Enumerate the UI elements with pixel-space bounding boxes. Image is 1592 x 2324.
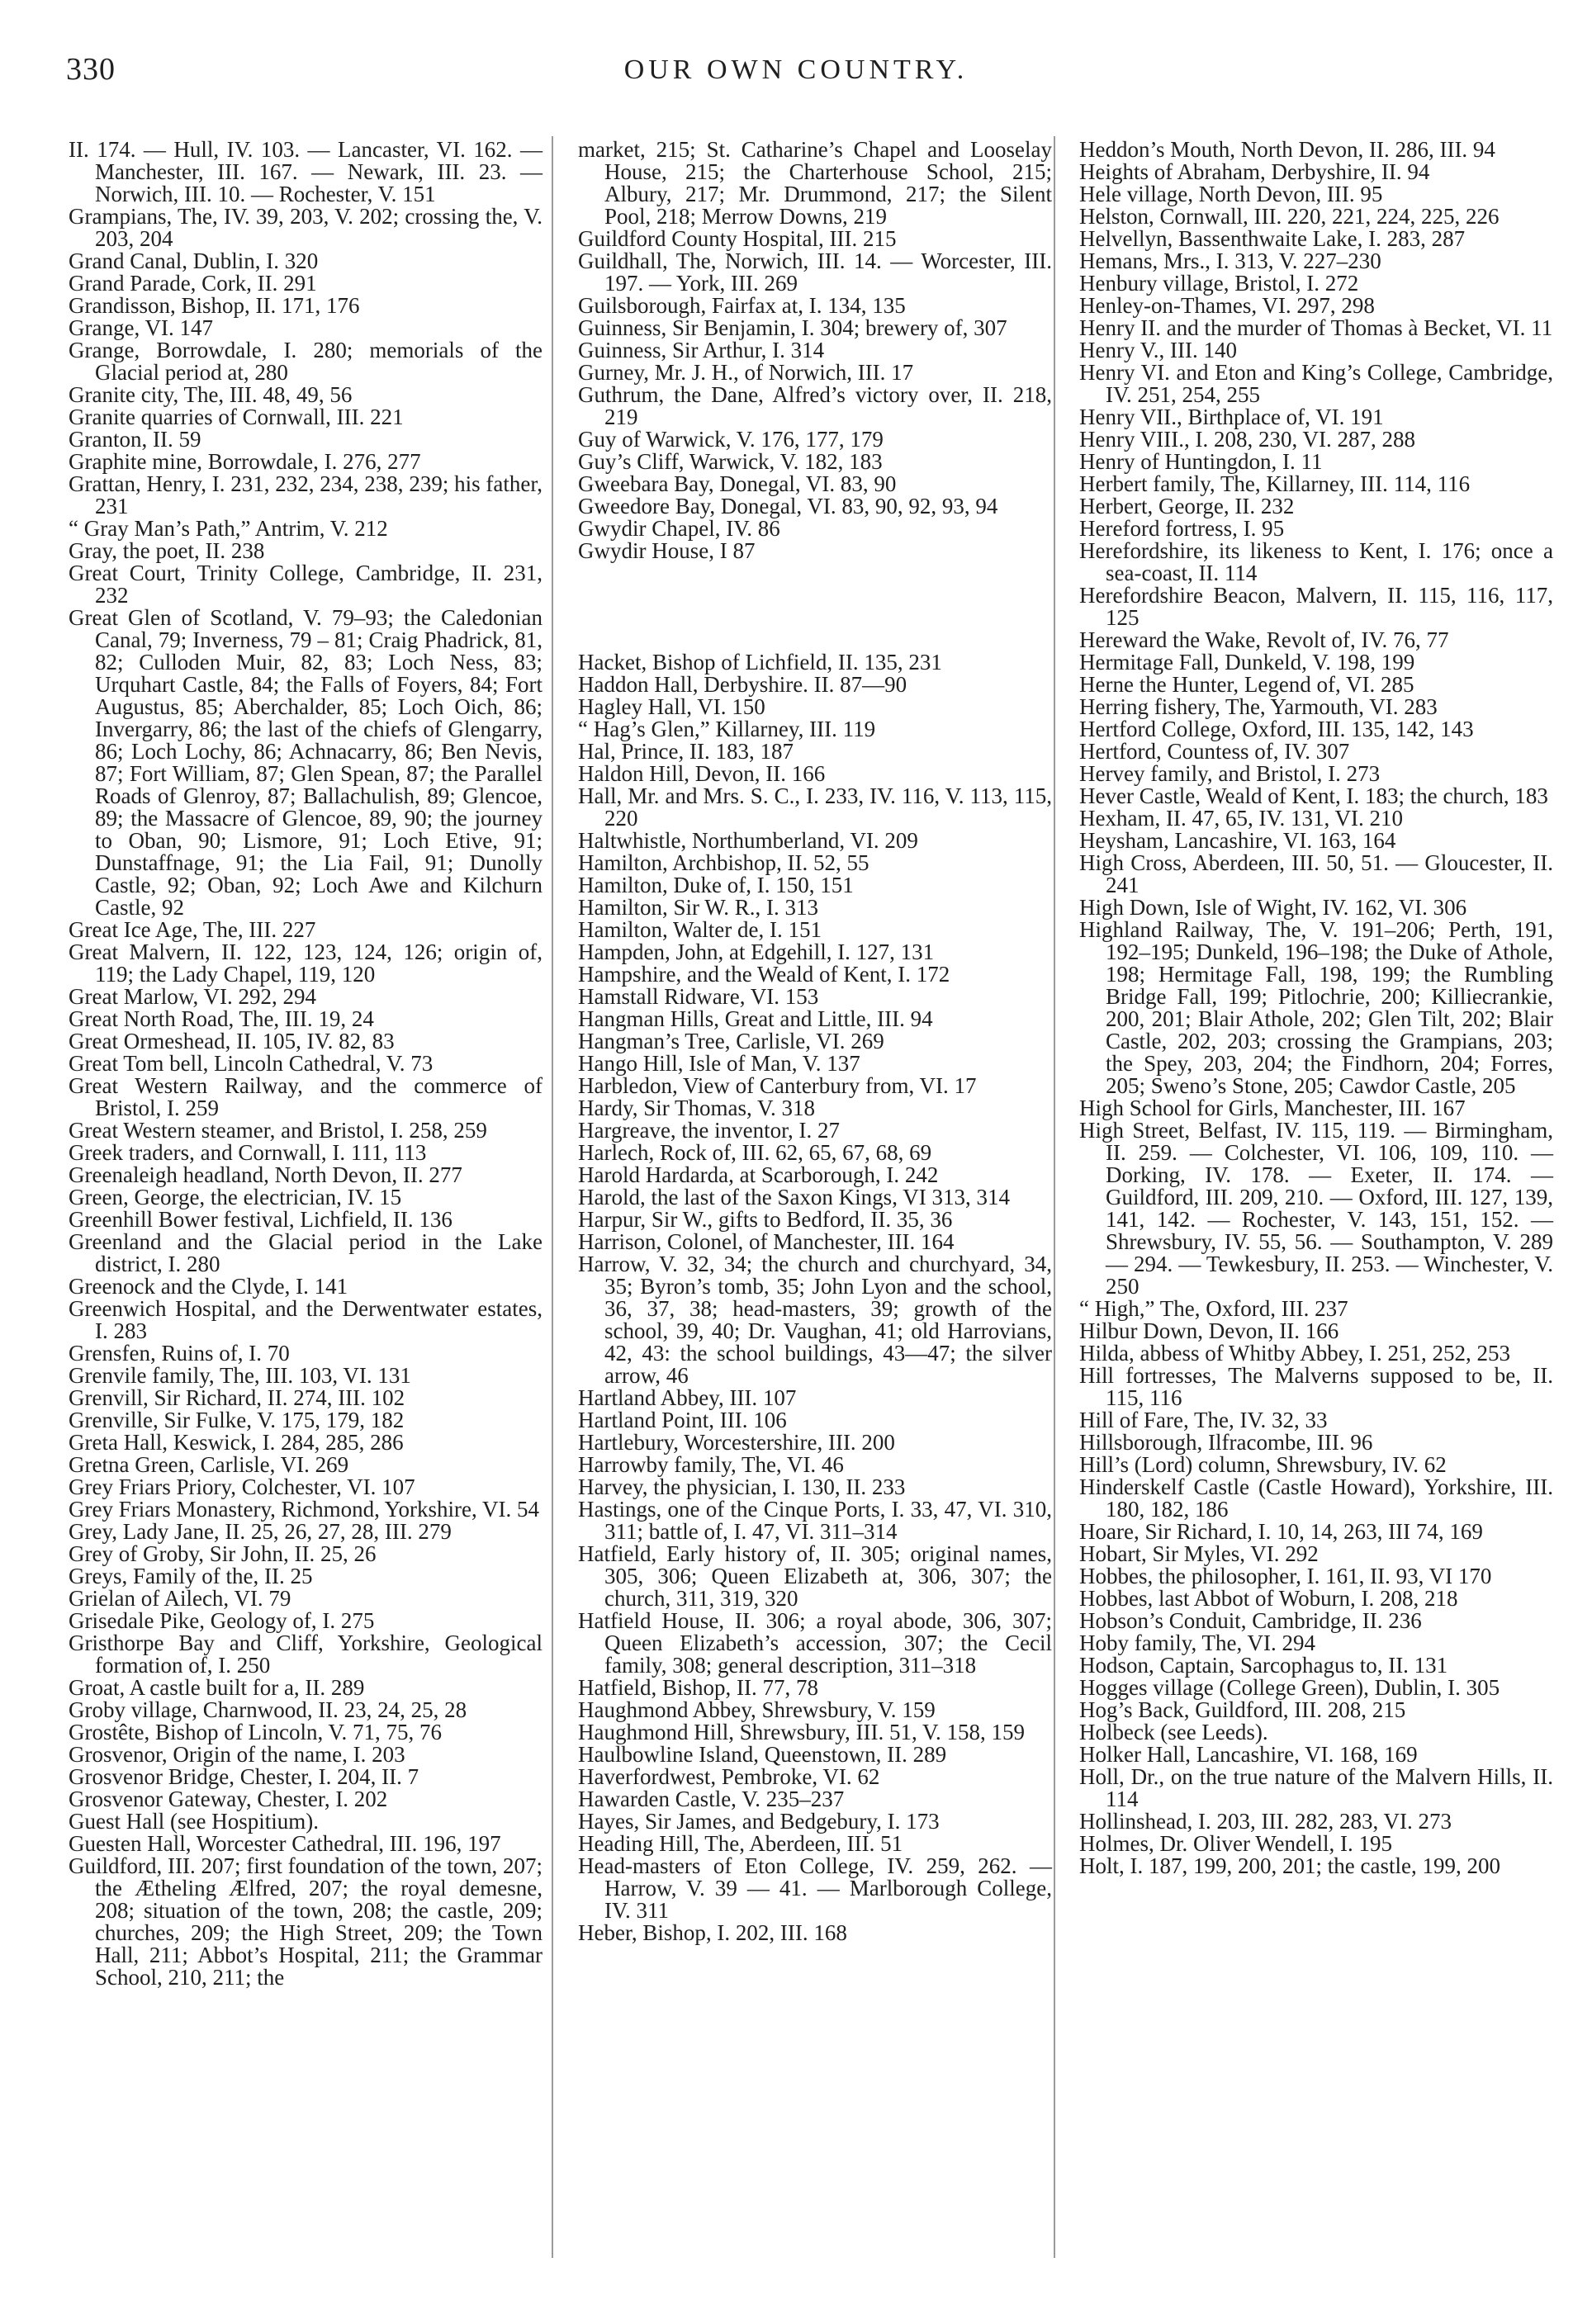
index-entry: Harpur, Sir W., gifts to Bedford, II. 35, 36 bbox=[578, 1207, 953, 1232]
index-entry: Granite city, The, III. 48, 49, 56 bbox=[69, 382, 353, 407]
index-entry: “ High,” The, Oxford, III. 237 bbox=[1079, 1296, 1348, 1321]
index-entry: Holbeck (see Leeds). bbox=[1079, 1720, 1268, 1744]
index-entry: Greenhill Bower festival, Lichfield, II. 136 bbox=[69, 1207, 452, 1232]
index-entry: Harold, the last of the Saxon Kings, VI 313, 314 bbox=[578, 1185, 1010, 1209]
index-entry: Grenvill, Sir Richard, II. 274, III. 102 bbox=[69, 1385, 405, 1410]
index-entry: Grey, Lady Jane, II. 25, 26, 27, 28, III. 279 bbox=[69, 1519, 452, 1544]
index-entry: Greenland and the Glacial period in the Lake district, I. 280 bbox=[69, 1229, 543, 1276]
index-entry: Heading Hill, The, Aberdeen, III. 51 bbox=[578, 1831, 903, 1856]
index-entry: Harrow, V. 32, 34; the church and churchyard, 34, 35; Byron’s tomb, 35; John Lyon and the school, 36, 37, 38; head-masters, 39; growth of the school, 39, 40; Dr. Vaughan, 41; old Harrovians, 42, 43: the school buildings, 43—47; the silver arrow, 46 bbox=[578, 1252, 1052, 1388]
index-entry: Holt, I. 187, 199, 200, 201; the castle, 199, 200 bbox=[1079, 1853, 1500, 1878]
index-entry: Hinderskelf Castle (Castle Howard), Yorkshire, III. 180, 182, 186 bbox=[1079, 1474, 1553, 1522]
index-entry: Grange, Borrowdale, I. 280; memorials of the Glacial period at, 280 bbox=[69, 338, 543, 385]
index-entry: Hango Hill, Isle of Man, V. 137 bbox=[578, 1051, 860, 1076]
index-entry: Guesten Hall, Worcester Cathedral, III. 196, 197 bbox=[69, 1831, 501, 1856]
index-entry: Haddon Hall, Derbyshire. II. 87—90 bbox=[578, 672, 907, 697]
index-entry: Guy’s Cliff, Warwick, V. 182, 183 bbox=[578, 449, 883, 474]
index-entry: Great Western Railway, and the commerce of Bristol, I. 259 bbox=[69, 1073, 543, 1120]
index-entry: Gweedore Bay, Donegal, VI. 83, 90, 92, 93, 94 bbox=[578, 494, 998, 518]
index-entry: Hemans, Mrs., I. 313, V. 227–230 bbox=[1079, 248, 1381, 273]
index-entry: Hobart, Sir Myles, VI. 292 bbox=[1079, 1541, 1319, 1566]
index-entry: Herefordshire Beacon, Malvern, II. 115, 116, 117, 125 bbox=[1079, 583, 1553, 630]
index-entry: Hartland Abbey, III. 107 bbox=[578, 1385, 797, 1410]
index-entry: Guthrum, the Dane, Alfred’s victory over, II. 218, 219 bbox=[578, 382, 1052, 429]
index-entry: Henry VIII., I. 208, 230, VI. 287, 288 bbox=[1079, 427, 1415, 452]
index-entry: Gretna Green, Carlisle, VI. 269 bbox=[69, 1452, 349, 1477]
index-entry: II. 174. — Hull, IV. 103. — Lancaster, VI. 162. — Manchester, III. 167. — Newark, III. 23. — Norwich, III. 10. — Rochester, V. 151 bbox=[69, 137, 543, 206]
index-column-3 bbox=[1079, 139, 1553, 1877]
index-entry: High Cross, Aberdeen, III. 50, 51. — Gloucester, II. 241 bbox=[1079, 850, 1553, 897]
index-entry: Hangman’s Tree, Carlisle, VI. 269 bbox=[578, 1029, 884, 1053]
index-entry: Gray, the poet, II. 238 bbox=[69, 538, 265, 563]
index-entry: Granton, II. 59 bbox=[69, 427, 201, 452]
index-entry: Guildford, III. 207; first foundation of the town, 207; the Ætheling Ælfred, 207; the royal demesne, 208; situation of the town, 208; the castle, 209; churches, 209; the High Street, 209; the Town Hall, 211; Abbot’s Hospital, 211; the Grammar School, 210, 211; the bbox=[69, 1853, 543, 1990]
index-entry: Hodson, Captain, Sarcophagus to, II. 131 bbox=[1079, 1653, 1448, 1678]
index-entry: Hangman Hills, Great and Little, III. 94 bbox=[578, 1006, 933, 1031]
index-entry: Henry V., III. 140 bbox=[1079, 338, 1237, 362]
index-entry: Hele village, North Devon, III. 95 bbox=[1079, 182, 1383, 206]
index-entry: Holmes, Dr. Oliver Wendell, I. 195 bbox=[1079, 1831, 1393, 1856]
index-entry: Hartland Point, III. 106 bbox=[578, 1408, 787, 1432]
index-column-2 bbox=[578, 139, 1052, 1944]
index-entry: Grosvenor Gateway, Chester, I. 202 bbox=[69, 1787, 388, 1811]
index-entry: Gwydir Chapel, IV. 86 bbox=[578, 516, 780, 541]
index-entry: Heber, Bishop, I. 202, III. 168 bbox=[578, 1920, 847, 1945]
index-entry: Greek traders, and Cornwall, I. 111, 113 bbox=[69, 1140, 427, 1165]
index-entry: Grensfen, Ruins of, I. 70 bbox=[69, 1341, 290, 1366]
index-entry: Hill fortresses, The Malverns supposed to be, II. 115, 116 bbox=[1079, 1363, 1553, 1410]
index-entry: Hamilton, Archbishop, II. 52, 55 bbox=[578, 850, 869, 875]
index-entry: Grielan of Ailech, VI. 79 bbox=[69, 1586, 291, 1611]
index-entry: Groby village, Charnwood, II. 23, 24, 25, 28 bbox=[69, 1697, 467, 1722]
index-entry: Harrison, Colonel, of Manchester, III. 164 bbox=[578, 1229, 955, 1254]
index-entry: Herne the Hunter, Legend of, VI. 285 bbox=[1079, 672, 1414, 697]
index-entry: Hastings, one of the Cinque Ports, I. 33, 47, VI. 310, 311; battle of, I. 47, VI. 311–314 bbox=[578, 1497, 1052, 1544]
index-entry: Hall, Mr. and Mrs. S. C., I. 233, IV. 116, V. 113, 115, 220 bbox=[578, 783, 1052, 831]
index-entry: Herbert family, The, Killarney, III. 114, 116 bbox=[1079, 471, 1471, 496]
index-entry: Great Marlow, VI. 292, 294 bbox=[69, 984, 316, 1009]
index-entry: Guildhall, The, Norwich, III. 14. — Worcester, III. 197. — York, III. 269 bbox=[578, 248, 1052, 296]
index-entry: Hexham, II. 47, 65, IV. 131, VI. 210 bbox=[1079, 806, 1403, 831]
index-entry: Hamilton, Sir W. R., I. 313 bbox=[578, 895, 819, 920]
index-entry: Herring fishery, The, Yarmouth, VI. 283 bbox=[1079, 694, 1438, 719]
index-entry: Hardy, Sir Thomas, V. 318 bbox=[578, 1096, 816, 1120]
index-entry: Granite quarries of Cornwall, III. 221 bbox=[69, 405, 404, 429]
index-entry: Groat, A castle built for a, II. 289 bbox=[69, 1675, 365, 1700]
index-entry: Grey of Groby, Sir John, II. 25, 26 bbox=[69, 1541, 377, 1566]
index-entry: Hollinshead, I. 203, III. 282, 283, VI. 273 bbox=[1079, 1809, 1452, 1834]
index-entry: Grampians, The, IV. 39, 203, V. 202; crossing the, V. 203, 204 bbox=[69, 204, 543, 251]
index-entry: Hog’s Back, Guildford, III. 208, 215 bbox=[1079, 1697, 1406, 1722]
index-entry: Helston, Cornwall, III. 220, 221, 224, 225, 226 bbox=[1079, 204, 1500, 229]
index-entry: Guinness, Sir Arthur, I. 314 bbox=[578, 338, 825, 362]
index-entry: Graphite mine, Borrowdale, I. 276, 277 bbox=[69, 449, 421, 474]
index-entry: Holker Hall, Lancashire, VI. 168, 169 bbox=[1079, 1742, 1418, 1767]
index-entry: Hampshire, and the Weald of Kent, I. 172 bbox=[578, 962, 950, 987]
index-entry: Great Western steamer, and Bristol, I. 258, 259 bbox=[69, 1118, 487, 1143]
index-entry: Greenaleigh headland, North Devon, II. 277 bbox=[69, 1162, 462, 1187]
index-entry: Hatfield, Early history of, II. 305; original names, 305, 306; Queen Elizabeth at, 306, 307; the church, 311, 319, 320 bbox=[578, 1541, 1052, 1611]
index-entry: Guilsborough, Fairfax at, I. 134, 135 bbox=[578, 293, 906, 318]
index-entry: Hatfield House, II. 306; a royal abode, 306, 307; Queen Elizabeth’s accession, 307; the Cecil family, 308; general description, 311–318 bbox=[578, 1608, 1052, 1678]
index-entry: Harvey, the physician, I. 130, II. 233 bbox=[578, 1474, 906, 1499]
index-entry: Hartlebury, Worcestershire, III. 200 bbox=[578, 1430, 895, 1455]
index-entry: Hertford College, Oxford, III. 135, 142, 143 bbox=[1079, 717, 1474, 741]
index-entry: “ Gray Man’s Path,” Antrim, V. 212 bbox=[69, 516, 388, 541]
index-entry: Haverfordwest, Pembroke, VI. 62 bbox=[578, 1764, 880, 1789]
index-entry: Great Ice Age, The, III. 227 bbox=[69, 917, 316, 942]
index-entry: Hereward the Wake, Revolt of, IV. 76, 77 bbox=[1079, 627, 1449, 652]
index-entry: Hermitage Fall, Dunkeld, V. 198, 199 bbox=[1079, 650, 1415, 674]
index-entry: Henry VII., Birthplace of, VI. 191 bbox=[1079, 405, 1384, 429]
index-entry: High Down, Isle of Wight, IV. 162, VI. 306 bbox=[1079, 895, 1467, 920]
index-entry: High Street, Belfast, IV. 115, 119. — Birmingham, II. 259. — Colchester, VI. 106, 109, 110. — Dorking, IV. 178. — Exeter, II. 174. — Guildford, III. 209, 210. — Oxford, III. 127, 139, 141, 142. — Rochester, V. 143, 151, 152. — Shrewsbury, IV. 55, 56. — Southampton, V. 289 — 294. — Tewkesbury, II. 253. — Winchester, V. 250 bbox=[1079, 1118, 1553, 1299]
index-entry: Hobson’s Conduit, Cambridge, II. 236 bbox=[1079, 1608, 1422, 1633]
index-entry: Hilda, abbess of Whitby Abbey, I. 251, 252, 253 bbox=[1079, 1341, 1510, 1366]
index-entry: Harrowby family, The, VI. 46 bbox=[578, 1452, 844, 1477]
index-entry: Hervey family, and Bristol, I. 273 bbox=[1079, 761, 1381, 786]
index-entry: Grostête, Bishop of Lincoln, V. 71, 75, 76 bbox=[69, 1720, 442, 1744]
index-entry: Holl, Dr., on the true nature of the Malvern Hills, II. 114 bbox=[1079, 1764, 1553, 1811]
index-entry: Grand Canal, Dublin, I. 320 bbox=[69, 248, 319, 273]
index-entry: Heysham, Lancashire, VI. 163, 164 bbox=[1079, 828, 1396, 853]
index-entry: “ Hag’s Glen,” Killarney, III. 119 bbox=[578, 717, 876, 741]
column-divider bbox=[1054, 136, 1055, 2258]
index-entry: Gweebara Bay, Donegal, VI. 83, 90 bbox=[578, 471, 897, 496]
index-entry: Herefordshire, its likeness to Kent, I. 176; once a sea-coast, II. 114 bbox=[1079, 538, 1553, 585]
index-entry: Grenvile family, The, III. 103, VI. 131 bbox=[69, 1363, 411, 1388]
index-column-1 bbox=[69, 139, 543, 1989]
index-entry: Hacket, Bishop of Lichfield, II. 135, 231 bbox=[578, 650, 942, 674]
index-entry: Haulbowline Island, Queenstown, II. 289 bbox=[578, 1742, 947, 1767]
index-entry: Grey Friars Priory, Colchester, VI. 107 bbox=[69, 1474, 415, 1499]
index-entry: Gurney, Mr. J. H., of Norwich, III. 17 bbox=[578, 360, 914, 385]
index-entry: Grey Friars Monastery, Richmond, Yorkshire, VI. 54 bbox=[69, 1497, 539, 1522]
index-entry: Hoare, Sir Richard, I. 10, 14, 263, III 74, 169 bbox=[1079, 1519, 1483, 1544]
index-entry: Hobbes, last Abbot of Woburn, I. 208, 218 bbox=[1079, 1586, 1458, 1611]
index-entry: Hoby family, The, VI. 294 bbox=[1079, 1631, 1315, 1655]
index-entry: Henry of Huntingdon, I. 11 bbox=[1079, 449, 1323, 474]
index-entry: Hill of Fare, The, IV. 32, 33 bbox=[1079, 1408, 1328, 1432]
index-entry: Hamilton, Duke of, I. 150, 151 bbox=[578, 873, 854, 897]
index-entry: Great Court, Trinity College, Cambridge, II. 231, 232 bbox=[69, 561, 543, 608]
index-entry: Hertford, Countess of, IV. 307 bbox=[1079, 739, 1350, 764]
running-title: OUR OWN COUNTRY. bbox=[623, 54, 969, 85]
index-entry: Herbert, George, II. 232 bbox=[1079, 494, 1295, 518]
index-entry: Gristhorpe Bay and Cliff, Yorkshire, Geological formation of, I. 250 bbox=[69, 1631, 543, 1678]
index-entry: Great Malvern, II. 122, 123, 124, 126; origin of, 119; the Lady Chapel, 119, 120 bbox=[69, 940, 543, 987]
index-entry: Great Tom bell, Lincoln Cathedral, V. 73 bbox=[69, 1051, 434, 1076]
index-entry: Grenville, Sir Fulke, V. 175, 179, 182 bbox=[69, 1408, 405, 1432]
index-entry: Hereford fortress, I. 95 bbox=[1079, 516, 1285, 541]
index-entry: Highland Railway, The, V. 191–206; Perth, 191, 192–195; Dunkeld, 196–198; the Duke of Athole, 198; Hermitage Fall, 198, 199; the Rumbling Bridge Fall, 199; Pitlochrie, 200; Killiecrankie, 200, 201; Blair Athole, 202; Glen Tilt, 202; Blair Castle, 202, 203; crossing the Grampians, 203; the Spey, 203, 204; the Findhorn, 204; Forres, 205; Sweno’s Stone, 205; Cawdor Castle, 205 bbox=[1079, 917, 1553, 1098]
index-entry: market, 215; St. Catharine’s Chapel and Looselay House, 215; the Charterhouse School, 215; Albury, 217; Mr. Drummond, 217; the Silent Pool, 218; Merrow Downs, 219 bbox=[578, 137, 1052, 229]
index-entry: Hargreave, the inventor, I. 27 bbox=[578, 1118, 841, 1143]
index-entry: Harbledon, View of Canterbury from, VI. 17 bbox=[578, 1073, 977, 1098]
column-divider bbox=[552, 136, 553, 2258]
index-entry: Haldon Hill, Devon, II. 166 bbox=[578, 761, 826, 786]
index-entry: Haughmond Abbey, Shrewsbury, V. 159 bbox=[578, 1697, 936, 1722]
index-entry: Guest Hall (see Hospitium). bbox=[69, 1809, 319, 1834]
index-entry: Guinness, Sir Benjamin, I. 304; brewery of, 307 bbox=[578, 315, 1007, 340]
index-entry: Great Glen of Scotland, V. 79–93; the Caledonian Canal, 79; Inverness, 79 – 81; Craig Phadrick, 81, 82; Culloden Muir, 82, 83; Loch Ness, 83; Urquhart Castle, 84; the Falls of Foyers, 84; Fort Augustus, 85; Aberchalder, 85; Loch Oich, 86; Invergarry, 86; the last of the chiefs of Glengarry, 86; Loch Lochy, 86; Achnacarry, 86; Ben Nevis, 87; Fort William, 87; Glen Spean, 87; the Parallel Roads of Glenroy, 87; Ballachulish, 89; Glencoe, 89; the Massacre of Glencoe, 89, 90; the journey to Oban, 90; Lismore, 91; Loch Etive, 91; Dunstaffnage, 91; the Lia Fail, 91; Dunolly Castle, 92; Oban, 92; Loch Awe and Kilchurn Castle, 92 bbox=[69, 605, 543, 920]
index-entry: Heddon’s Mouth, North Devon, II. 286, III. 94 bbox=[1079, 137, 1495, 162]
index-entry: Grosvenor Bridge, Chester, I. 204, II. 7 bbox=[69, 1764, 419, 1789]
index-entry: Head-masters of Eton College, IV. 259, 262. — Harrow, V. 39 — 41. — Marlborough College, IV. 311 bbox=[578, 1853, 1052, 1923]
index-entry: Haltwhistle, Northumberland, VI. 209 bbox=[578, 828, 918, 853]
index-entry: Hilbur Down, Devon, II. 166 bbox=[1079, 1318, 1339, 1343]
index-entry: Henry II. and the murder of Thomas à Becket, VI. 11 bbox=[1079, 315, 1553, 340]
index-entry: Great Ormeshead, II. 105, IV. 82, 83 bbox=[69, 1029, 395, 1053]
index-entry: Grattan, Henry, I. 231, 232, 234, 238, 239; his father, 231 bbox=[69, 471, 543, 518]
page-number: 330 bbox=[66, 52, 116, 87]
index-entry: Hogges village (College Green), Dublin, I. 305 bbox=[1079, 1675, 1500, 1700]
index-entry: Hal, Prince, II. 183, 187 bbox=[578, 739, 794, 764]
index-entry: Greys, Family of the, II. 25 bbox=[69, 1564, 313, 1588]
index-entry: Hill’s (Lord) column, Shrewsbury, IV. 62 bbox=[1079, 1452, 1447, 1477]
index-entry: Greenwich Hospital, and the Derwentwater estates, I. 283 bbox=[69, 1296, 543, 1343]
index-entry: Hatfield, Bishop, II. 77, 78 bbox=[578, 1675, 818, 1700]
index-entry: Hamstall Ridware, VI. 153 bbox=[578, 984, 819, 1009]
index-entry: Grisedale Pike, Geology of, I. 275 bbox=[69, 1608, 375, 1633]
index-entry: Helvellyn, Bassenthwaite Lake, I. 283, 287 bbox=[1079, 226, 1466, 251]
index-entry: Hampden, John, at Edgehill, I. 127, 131 bbox=[578, 940, 935, 964]
index-entry: Harold Hardarda, at Scarborough, I. 242 bbox=[578, 1162, 939, 1187]
index-entry: Harlech, Rock of, III. 62, 65, 67, 68, 69 bbox=[578, 1140, 932, 1165]
index-entry: Guy of Warwick, V. 176, 177, 179 bbox=[578, 427, 884, 452]
index-entry: Green, George, the electrician, IV. 15 bbox=[69, 1185, 402, 1209]
index-entry: Hillsborough, Ilfracombe, III. 96 bbox=[1079, 1430, 1373, 1455]
index-entry: Henley-on-Thames, VI. 297, 298 bbox=[1079, 293, 1375, 318]
index-entry: Hawarden Castle, V. 235–237 bbox=[578, 1787, 845, 1811]
index-entry: Henry VI. and Eton and King’s College, Cambridge, IV. 251, 254, 255 bbox=[1079, 360, 1553, 407]
index-entry: Greta Hall, Keswick, I. 284, 285, 286 bbox=[69, 1430, 404, 1455]
index-entry: Grand Parade, Cork, II. 291 bbox=[69, 271, 317, 296]
index-entry: Grange, VI. 147 bbox=[69, 315, 213, 340]
index-entry: Greenock and the Clyde, I. 141 bbox=[69, 1274, 348, 1299]
index-entry: Hayes, Sir James, and Bedgebury, I. 173 bbox=[578, 1809, 940, 1834]
index-entry: Heights of Abraham, Derbyshire, II. 94 bbox=[1079, 159, 1430, 184]
index-entry: Gwydir House, I 87 bbox=[578, 538, 756, 563]
index-entry: Hever Castle, Weald of Kent, I. 183; the church, 183 bbox=[1079, 783, 1548, 808]
index-entry: Grosvenor, Origin of the name, I. 203 bbox=[69, 1742, 405, 1767]
index-entry: Grandisson, Bishop, II. 171, 176 bbox=[69, 293, 360, 318]
index-entry: Haughmond Hill, Shrewsbury, III. 51, V. 158, 159 bbox=[578, 1720, 1025, 1744]
index-entry: Hagley Hall, VI. 150 bbox=[578, 694, 765, 719]
index-entry: Great North Road, The, III. 19, 24 bbox=[69, 1006, 374, 1031]
index-entry: Henbury village, Bristol, I. 272 bbox=[1079, 271, 1359, 296]
index-entry: High School for Girls, Manchester, III. 167 bbox=[1079, 1096, 1466, 1120]
index-entry: Hobbes, the philosopher, I. 161, II. 93, VI 170 bbox=[1079, 1564, 1492, 1588]
index-entry: Guildford County Hospital, III. 215 bbox=[578, 226, 897, 251]
index-entry: Hamilton, Walter de, I. 151 bbox=[578, 917, 822, 942]
